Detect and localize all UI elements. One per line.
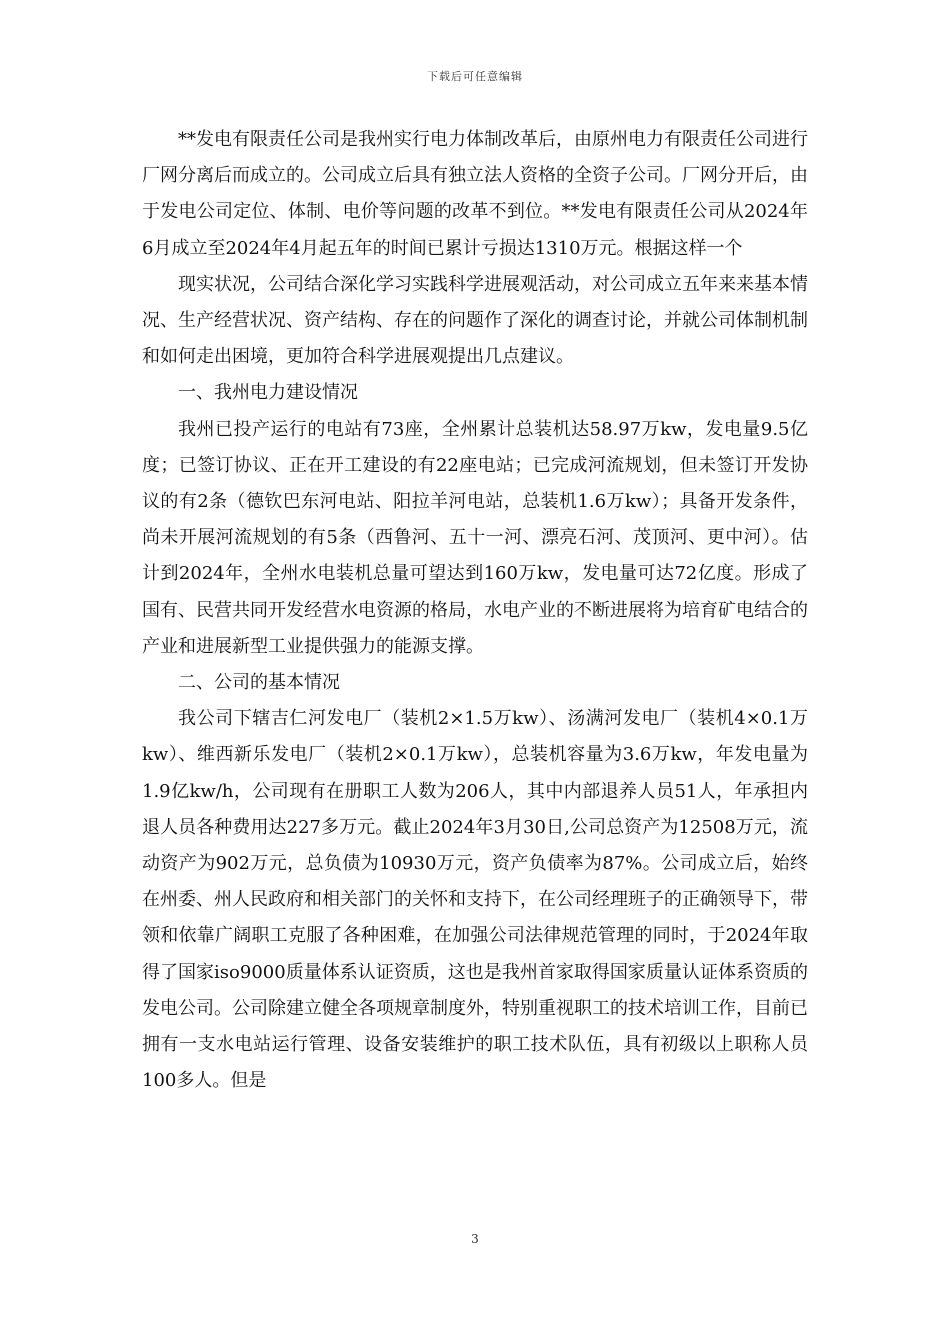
document-body (142, 122, 808, 1099)
paragraph-company-basics: 我公司下辖吉仁河发电厂（装机2×1.5万kw）、汤满河发电厂（装机4×0.1万kw）、维西新乐发电厂（装机2×0.1万kw），总装机容量为3.6万kw，年发电量为1.9亿kw/h，公司现有在册职工人数为206人，其中内部退养人员51人，年承担内退人员各种费用达227多万元。截止2024年3月30日,公司总资产为12508万元，流动资产为902万元，总负债为10930万元，资产负债率为87%。公司成立后，始终在州委、州人民政府和相关部门的关怀和支持下，在公司经理班子的正确领导下，带领和依靠广阔职工克服了各种困难，在加强公司法律规范管理的同时，于2024年取得了国家iso9000质量体系认证资质，这也是我州首家取得国家质量认证体系资质的发电公司。公司除建立健全各项规章制度外，特别重视职工的技术培训工作，目前已拥有一支水电站运行管理、设备安装维护的职工技术队伍，具有初级以上职称人员100多人。但是 (142, 708, 808, 1092)
paragraph-power-construction: 我州已投产运行的电站有73座，全州累计总装机达58.97万kw，发电量9.5亿度；已签订协议、正在开工建设的有22座电站；已完成河流规划，但未签订开发协议的有2条（德钦巴东河电站、阳拉羊河电站，总装机1.6万kw）；具备开发条件，尚未开展河流规划的有5条（西鲁河、五十一河、漂亮石河、茂顶河、更中河）。估计到2024年，全州水电装机总量可望达到160万kw，发电量可达72亿度。形成了国有、民营共同开发经营水电资源的格局，水电产业的不断进展将为培育矿电结合的产业和进展新型工业提供强力的能源支撑。 (142, 418, 808, 657)
section-heading-company-basics: 二、公司的基本情况 (178, 672, 340, 694)
page-number: 3 (471, 1232, 479, 1246)
page-header: 下载后可任意编辑 (427, 70, 523, 83)
paragraph-intro: **发电有限责任公司是我州实行电力体制改革后，由原州电力有限责任公司进行厂网分离后而成立的。公司成立后具有独立法人资格的全资子公司。厂网分开后，由于发电公司定位、体制、电价等问题的改革不到位。**发电有限责任公司从2024年6月成立至2024年4月起五年的时间已累计亏损达1310万元。根据这样一个 (142, 129, 808, 259)
paragraph-situation: 现实状况，公司结合深化学习实践科学进展观活动，对公司成立五年来来基本情况、生产经营状况、资产结构、存在的问题作了深化的调查讨论，并就公司体制机制和如何走出困境，更加符合科学进展观提出几点建议。 (142, 273, 808, 368)
section-heading-power-construction: 一、我州电力建设情况 (178, 382, 358, 404)
